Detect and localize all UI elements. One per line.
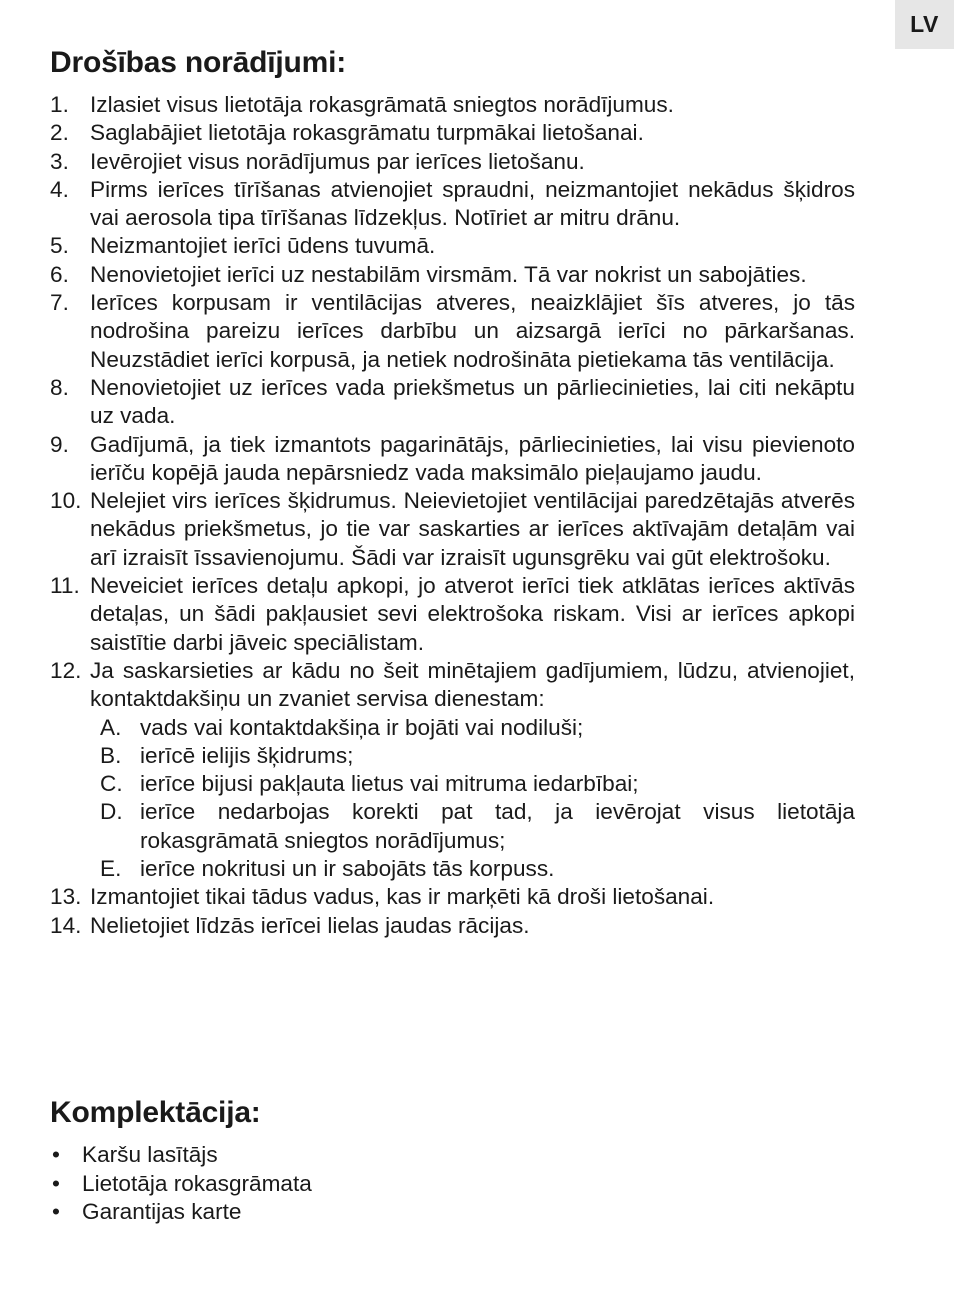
item-number: 14. <box>50 912 82 938</box>
list-item <box>50 91 855 119</box>
item-number: 7. <box>50 290 69 316</box>
sub-letter: D. <box>100 799 123 825</box>
sub-list-item <box>100 798 855 855</box>
item-text: Nenovietojiet uz ierīces vada priekšmetus un pārliecinieties, lai citi nekāptu uz vada. <box>90 374 855 429</box>
sub-list-item <box>100 770 855 798</box>
sub-text: ierīce nokritusi un ir sabojāts tās korpuss. <box>140 856 555 882</box>
item-text: Nenovietojiet ierīci uz nestabilām virsmām. Tā var nokrist un sabojāties. <box>90 261 807 287</box>
item-text: Nelejiet virs ierīces šķidrumus. Neievietojiet ventilācijai paredzētajās atverēs nekādus priekšmetus, jo tie var saskarties ar ierīces aktīvajām detaļām vai arī izraisīt īssavienojumu. Šādi var izraisīt ugunsgrēku vai gūt elektrošoku. <box>90 488 855 570</box>
sub-list <box>100 714 855 884</box>
list-item <box>50 289 855 374</box>
item-number: 13. <box>50 884 82 910</box>
package-item <box>50 1198 312 1227</box>
bullet-icon: • <box>52 1142 60 1167</box>
sub-text: ierīce nedarbojas korekti pat tad, ja ievērojat visus lietotāja rokasgrāmatā sniegtos norādījumus; <box>140 799 855 853</box>
list-item <box>50 431 855 488</box>
list-item <box>50 883 855 911</box>
item-number: 2. <box>50 120 69 146</box>
item-text: Ievērojiet visus norādījumus par ierīces lietošanu. <box>90 148 585 174</box>
item-number: 6. <box>50 261 69 287</box>
item-number: 5. <box>50 233 69 259</box>
package-item <box>50 1141 312 1170</box>
sub-letter: B. <box>100 742 122 768</box>
item-text: Saglabājiet lietotāja rokasgrāmatu turpmākai lietošanai. <box>90 120 644 146</box>
item-body <box>90 657 855 883</box>
list-item <box>50 261 855 289</box>
item-number: 8. <box>50 374 69 400</box>
item-text: Neveiciet ierīces detaļu apkopi, jo atverot ierīci tiek atklātas ierīces aktīvās detaļas, un šādi pakļausiet sevi elektrošoka riskam. Visi ar ierīces apkopi saistītie darbi jāveic speciālistam. <box>90 573 855 655</box>
list-item <box>50 657 855 883</box>
language-tab: LV <box>895 0 954 49</box>
sub-text: ierīce bijusi pakļauta lietus vai mitruma iedarbībai; <box>140 771 639 797</box>
list-item <box>50 912 855 940</box>
item-text: Ierīces korpusam ir ventilācijas atveres, neaizklājiet šīs atveres, jo tās nodrošina pareizu ierīces darbību un aizsargā ierīci no pārkaršanas. Neuzstādiet ierīci korpusā, ja netiek nodrošināta pietiekama tās ventilācija. <box>90 290 855 372</box>
item-text: Gadījumā, ja tiek izmantots pagarinātājs, pārliecinieties, lai visu pievienoto ierīču kopējā jauda nepārsniedz vada maksimālo pieļaujamo jaudu. <box>90 431 855 485</box>
item-number: 1. <box>50 92 69 117</box>
package-item <box>50 1170 312 1199</box>
package-item-text: Lietotāja rokasgrāmata <box>82 1170 312 1196</box>
sub-letter: A. <box>100 714 122 740</box>
safety-title: Drošības norādījumi: <box>50 46 347 79</box>
item-text: Neizmantojiet ierīci ūdens tuvumā. <box>90 233 436 259</box>
package-title: Komplektācija: <box>50 1096 261 1129</box>
package-item-text: Karšu lasītājs <box>82 1142 218 1167</box>
list-item <box>50 487 855 572</box>
sub-letter: E. <box>100 856 122 882</box>
sub-list-item <box>100 742 855 770</box>
sub-text: ierīcē ielijis šķidrums; <box>140 742 354 768</box>
sub-list-item <box>100 714 855 742</box>
item-number: 4. <box>50 176 69 202</box>
item-number: 12. <box>50 657 82 683</box>
list-item <box>50 374 855 431</box>
sub-list-item <box>100 855 855 883</box>
list-item <box>50 232 855 260</box>
item-text: Nelietojiet līdzās ierīcei lielas jaudas rācijas. <box>90 912 530 938</box>
safety-list <box>50 91 855 940</box>
bullet-icon: • <box>52 1170 60 1196</box>
item-text: Izmantojiet tikai tādus vadus, kas ir marķēti kā droši lietošanai. <box>90 884 715 910</box>
package-list <box>50 1141 312 1227</box>
item-number: 10. <box>50 488 82 514</box>
list-item <box>50 572 855 657</box>
list-item <box>50 176 855 233</box>
item-number: 3. <box>50 148 69 174</box>
item-number: 9. <box>50 431 69 457</box>
item-text: Pirms ierīces tīrīšanas atvienojiet spraudni, neizmantojiet nekādus šķidros vai aerosola tipa tīrīšanas līdzekļus. Notīriet ar mitru drānu. <box>90 176 855 231</box>
bullet-icon: • <box>52 1199 60 1224</box>
list-item <box>50 148 855 176</box>
sub-text: vads vai kontaktdakšiņa ir bojāti vai nodiluši; <box>140 714 584 740</box>
item-number: 11. <box>50 573 80 599</box>
item-text: Izlasiet visus lietotāja rokasgrāmatā sniegtos norādījumus. <box>90 92 674 117</box>
list-item <box>50 119 855 147</box>
item-text: Ja saskarsieties ar kādu no šeit minētajiem gadījumiem, lūdzu, atvienojiet, kontaktdakšiņu un zvaniet servisa dienestam: <box>90 657 855 712</box>
sub-letter: C. <box>100 771 123 797</box>
package-item-text: Garantijas karte <box>82 1199 242 1224</box>
